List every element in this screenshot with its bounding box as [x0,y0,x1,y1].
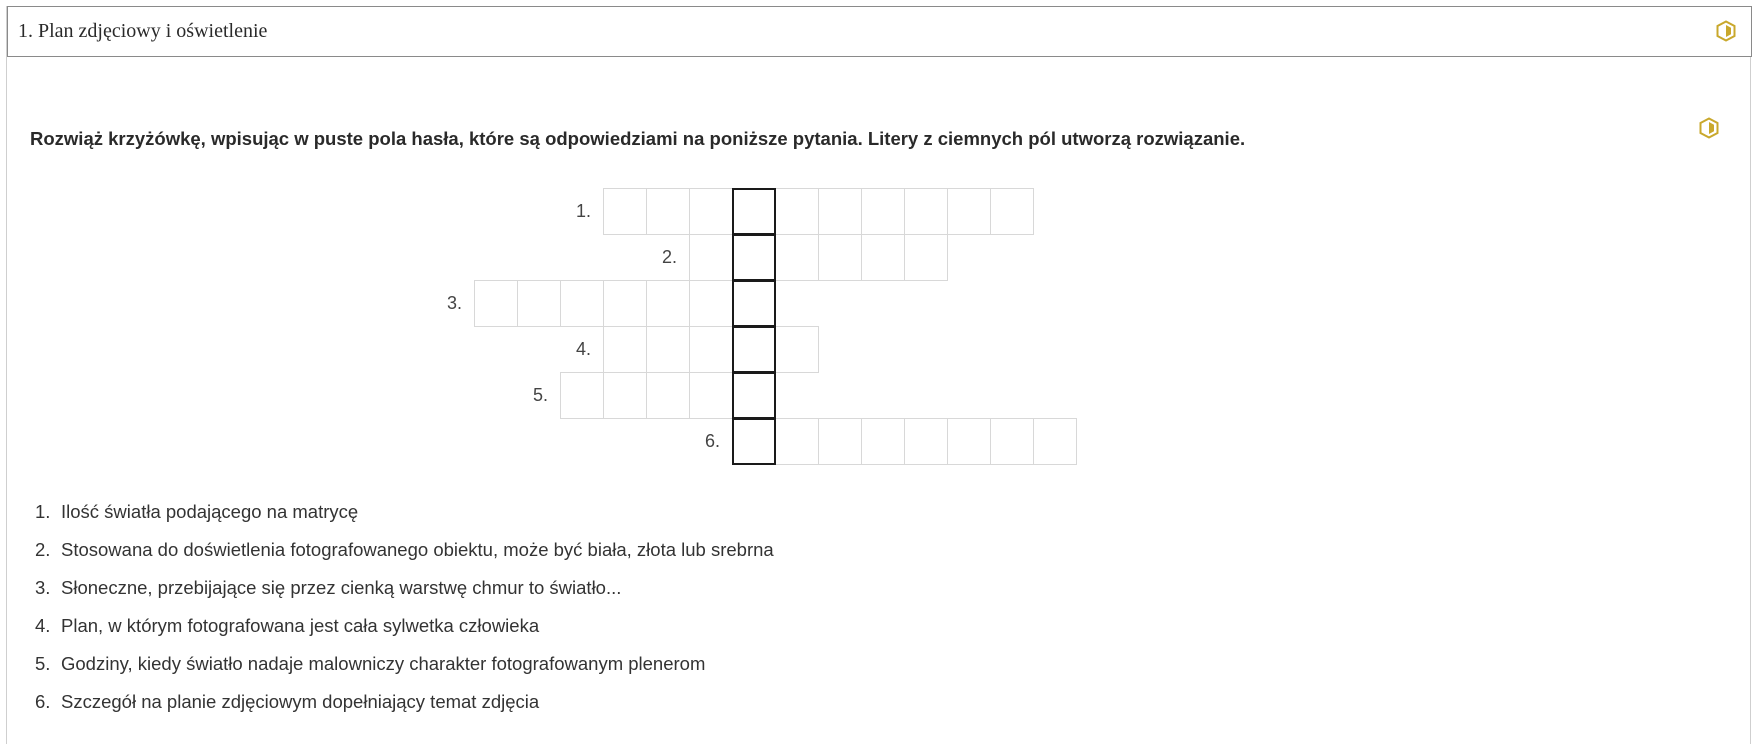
clue-item [35,653,774,691]
crossword-grid [7,6,1752,486]
crossword-row-number: 1. [575,201,591,221]
crossword-cell[interactable] [775,326,819,373]
crossword-cell[interactable] [861,234,905,281]
crossword-cell[interactable] [689,280,733,327]
crossword-cell[interactable] [603,372,647,419]
crossword-cell[interactable] [646,188,690,235]
crossword-row-number: 6. [704,431,720,451]
clue-text: Ilość światła podającego na matrycę [61,501,359,522]
crossword-key-cell[interactable] [732,326,776,373]
crossword-cell[interactable] [861,418,905,465]
crossword-cell[interactable] [775,188,819,235]
exercise-instruction: Rozwiąż krzyżówkę, wpisując w puste pola hasła, które są odpowiedziami na poniższe pytania. Litery z ciemnych pól utworzą rozwiązanie. [30,128,1246,149]
clue-number: 2. [35,539,51,560]
crossword-cell[interactable] [560,280,604,327]
crossword-cell[interactable] [603,326,647,373]
clue-number: 3. [35,577,51,598]
crossword-key-cell[interactable] [732,188,776,235]
crossword-key-cell[interactable] [732,234,776,281]
crossword-cell[interactable] [818,418,862,465]
clue-text: Stosowana do doświetlenia fotografowanego obiektu, może być biała, złota lub srebrna [61,539,774,560]
crossword-cell[interactable] [947,418,991,465]
crossword-cell[interactable] [904,188,948,235]
crossword-row-number: 3. [446,293,462,313]
crossword-cell[interactable] [904,234,948,281]
clue-item [35,501,774,539]
crossword-row-number: 4. [575,339,591,359]
clue-number: 1. [35,501,51,522]
clue-text: Słoneczne, przebijające się przez cienką warstwę chmur to światło... [61,577,622,598]
crossword-cell[interactable] [775,418,819,465]
crossword-cell[interactable] [990,418,1034,465]
crossword-cell[interactable] [1033,418,1077,465]
crossword-cell[interactable] [818,188,862,235]
crossword-row-number: 2. [661,247,677,267]
crossword-cell[interactable] [517,280,561,327]
clue-item [35,539,774,577]
exercise-page [6,6,1751,744]
clue-item [35,577,774,615]
crossword-cell[interactable] [947,188,991,235]
clue-number: 5. [35,653,51,674]
crossword-row-number: 5. [532,385,548,405]
clue-number: 6. [35,691,51,712]
crossword-cell[interactable] [904,418,948,465]
clue-item [35,615,774,653]
clue-text: Szczegół na planie zdjęciowym dopełniający temat zdjęcia [61,691,540,712]
crossword-cell[interactable] [560,372,604,419]
crossword-cell[interactable] [689,188,733,235]
crossword-cell[interactable] [603,280,647,327]
crossword-key-cell[interactable] [732,372,776,419]
crossword-cell[interactable] [646,280,690,327]
crossword-cell[interactable] [603,188,647,235]
crossword-cell[interactable] [646,372,690,419]
clue-item [35,691,774,729]
crossword-cell[interactable] [990,188,1034,235]
crossword-key-cell[interactable] [732,418,776,465]
crossword-cell[interactable] [689,234,733,281]
clue-text: Godziny, kiedy światło nadaje malowniczy charakter fotografowanym plenerom [61,653,706,674]
crossword-cell[interactable] [474,280,518,327]
crossword-cell[interactable] [646,326,690,373]
clue-list [35,501,774,729]
clue-text: Plan, w którym fotografowana jest cała sylwetka człowieka [61,615,540,636]
crossword-cell[interactable] [861,188,905,235]
crossword-key-cell[interactable] [732,280,776,327]
clue-number: 4. [35,615,51,636]
crossword-cell[interactable] [689,326,733,373]
crossword-cell[interactable] [775,234,819,281]
section-title: 1. Plan zdjęciowy i oświetlenie [18,20,268,42]
crossword-cell[interactable] [689,372,733,419]
crossword-cell[interactable] [818,234,862,281]
